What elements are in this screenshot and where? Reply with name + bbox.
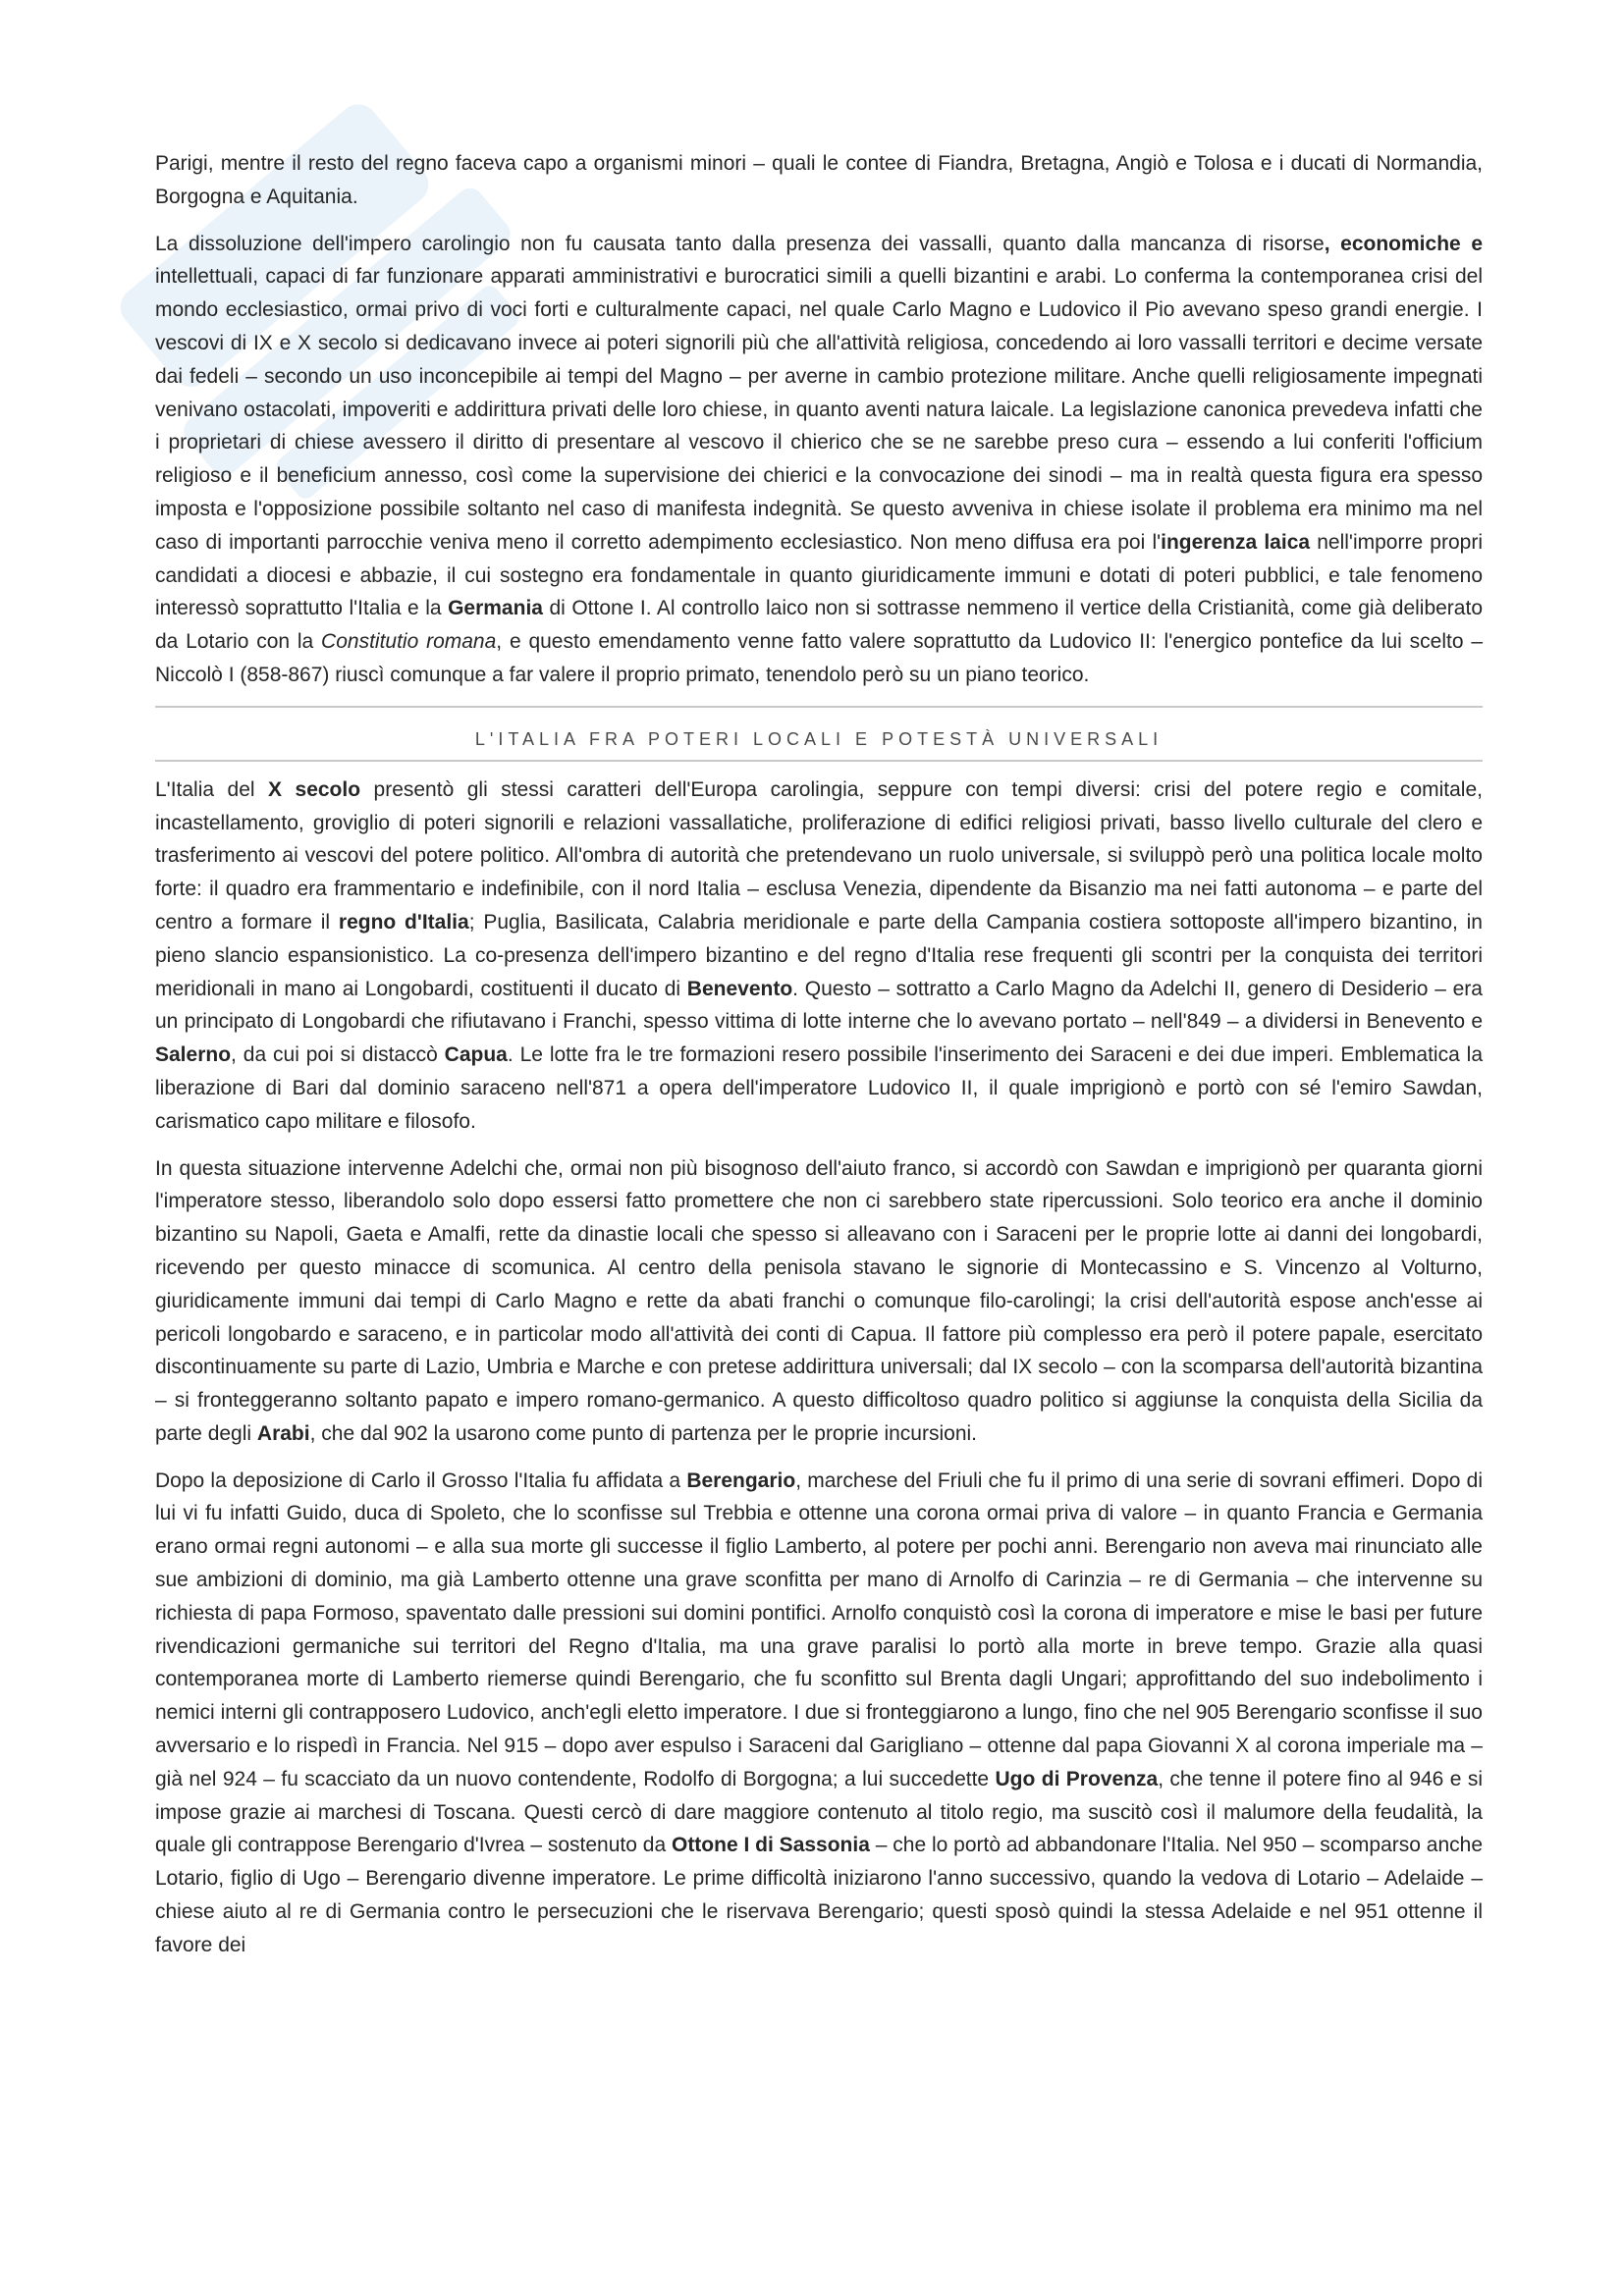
paragraph-dissoluzione: La dissoluzione dell'impero carolingio non fu causata tanto dalla presenza dei vassalli, quanto dalla mancanza di risorse, economiche e intellettuali, capaci di far funzionare apparati amministrativi e burocratici simili a quelli bizantini e arabi. Lo conferma la contemporanea crisi del mondo ecclesiastico, ormai privo di voci forti e culturalmente capaci, nel quale Carlo Magno e Ludovico il Pio avevano speso grandi energie. I vescovi di IX e X secolo si dedicavano invece ai poteri signorili più che all'attività religiosa, concedendo ai loro vassalli territori e decime versate dai fedeli – secondo un uso inconcepibile ai tempi del Magno – per averne in cambio protezione militare. Anche quelli religiosamente impegnati venivano ostacolati, impoveriti e addirittura privati delle loro chiese, in quanto aventi natura laicale. La legislazione canonica prevedeva infatti che i proprietari di chiese avessero il diritto di presentare al vescovo il chierico che se ne sarebbe preso cura – essendo a lui conferiti l'officium religioso e il beneficium annesso, così come la supervisione dei chierici e la convocazione dei sinodi – ma in realtà questa figura era spesso imposta e l'opposizione possibile soltanto nel caso di manifesta indegnità. Se questo avveniva in chiese isolate il problema era minimo ma nel caso di importanti parrocchie veniva meno il corretto adempimento ecclesiastico. Non meno diffusa era poi l'ingerenza laica nell'imporre propri candidati a diocesi e abbazie, il cui sostegno era fondamentale in quanto giuridicamente immuni e dotati di poteri pubblici, e tale fenomeno interessò soprattutto l'Italia e la Germania di Ottone I. Al controllo laico non si sottrasse nemmeno il vertice della Cristianità, come già deliberato da Lotario con la Constitutio romana, e questo emendamento venne fatto valere soprattutto da Ludovico II: l'energico pontefice da lui scelto – Niccolò I (858-867) riuscì comunque a far valere il proprio primato, tenendolo però su un piano teorico. (155, 232, 1484, 686)
document-page (155, 147, 1483, 1976)
paragraph-intro: Parigi, mentre il resto del regno faceva capo a organismi minori – quali le contee di Fiandra, Bretagna, Angiò e Tolosa e i ducati di Normandia, Borgogna e Aquitania. (155, 152, 1483, 208)
paragraph-berengario: Dopo la deposizione di Carlo il Grosso l'Italia fu affidata a Berengario, marchese del Friuli che fu il primo di una serie di sovrani effimeri. Dopo di lui vi fu infatti Guido, duca di Spoleto, che lo sconfisse sul Trebbia e ottenne una corona ormai priva di valore – in quanto Francia e Germania erano ormai regni autonomi – e alla sua morte gli successe il figlio Lamberto, al potere per pochi anni. Berengario non aveva mai rinunciato alle sue ambizioni di dominio, ma già Lamberto ottenne una grave sconfitta per mano di Arnolfo di Carinzia – re di Germania – che intervenne su richiesta di papa Formoso, spaventato dalle pressioni sui domini pontifici. Arnolfo conquistò così la corona di imperatore e mise le basi per future rivendicazioni germaniche sui territori del Regno d'Italia, ma una grave paralisi lo portò alla morte in breve tempo. Grazie alla quasi contemporanea morte di Lamberto riemerse quindi Berengario, che fu sconfitto sul Brenta dagli Ungari; approfittando del suo indebolimento i nemici interni gli contrapposero Ludovico, anch'egli eletto imperatore. I due si fronteggiarono a lungo, fino che nel 905 Berengario sconfisse il suo avversario e lo rispedì in Francia. Nel 915 – dopo aver espulso i Saraceni dal Garigliano – ottenne dal papa Giovanni X al corona imperiale ma – già nel 924 – fu scacciato da un nuovo contendente, Rodolfo di Borgogna; a lui succedette Ugo di Provenza, che tenne il potere fino al 946 e si impose grazie ai marchesi di Toscana. Questi cercò di dare maggiore contenuto al titolo regio, ma suscitò così il malumore della feudalità, la quale gli contrappose Berengario d'Ivrea – sostenuto da Ottone I di Sassonia – che lo portò ad abbandonare l'Italia. Nel 950 – scomparso anche Lotario, figlio di Ugo – Berengario divenne imperatore. Le prime difficoltà iniziarono l'anno successivo, quando la vedova di Lotario – Adelaide – chiese aiuto al re di Germania contro le persecuzioni che le riservava Berengario; questi sposò quindi la stessa Adelaide e nel 951 ottenne il favore dei (155, 1468, 1484, 1956)
section-divider (155, 706, 1483, 708)
section-heading: L'ITALIA FRA POTERI LOCALI E POTESTÀ UNIVERSALI (155, 729, 1483, 762)
paragraph-italia-x-secolo: L'Italia del X secolo presentò gli stessi caratteri dell'Europa carolingia, seppure con tempi diversi: crisi del potere regio e comitale, incastellamento, groviglio di poteri signorili e relazioni vassallatiche, proliferazione di edifici religiosi privati, basso livello culturale del clero e trasferimento ai vescovi del potere politico. All'ombra di autorità che pretendevano un ruolo universale, si sviluppò però una politica locale molto forte: il quadro era frammentario e indefinibile, con il nord Italia – esclusa Venezia, dipendente da Bisanzio ma nei fatti autonoma – e parte del centro a formare il regno d'Italia; Puglia, Basilicata, Calabria meridionale e parte della Campania costiera sottoposte all'impero bizantino, in pieno slancio espansionistico. La co-presenza dell'impero bizantino e del regno d'Italia rese frequenti gli scontri per la conquista dei territori meridionali in mano ai Longobardi, costituenti il ducato di Benevento. Questo – sottratto a Carlo Magno da Adelchi II, genero di Desiderio – era un principato di Longobardi che rifiutavano i Franchi, spesso vittima di lotte interne che lo avevano portato – nell'849 – a dividersi in Benevento e Salerno, da cui poi si distaccò Capua. Le lotte fra le tre formazioni resero possibile l'inserimento dei Saraceni e dei due imperi. Emblematica la liberazione di Bari dal dominio saraceno nell'871 a opera dell'imperatore Ludovico II, il quale imprigionò e portò con sé l'emiro Sawdan, carismatico capo militare e filosofo. (155, 777, 1484, 1133)
paragraph-adelchi: In questa situazione intervenne Adelchi che, ormai non più bisognoso dell'aiuto franco, si accordò con Sawdan e imprigionò per quaranta giorni l'imperatore stesso, liberandolo solo dopo essersi fatto promettere che non ci sarebbero state ripercussioni. Solo teorico era anche il dominio bizantino su Napoli, Gaeta e Amalfi, rette da dinastie locali che spesso si alleavano con i Saraceni per le proprie lotte ai danni dei longobardi, ricevendo per questo minacce di scomunica. Al centro della penisola stavano le signorie di Montecassino e S. Vincenzo al Volturno, giuridicamente immuni dai tempi di Carlo Magno e rette da abati franchi o comunque filo-carolingi; la crisi dell'autorità espose anch'esse ai pericoli longobardo e saraceno, e in particolar modo all'attività dei conti di Capua. Il fattore più complesso era però il potere papale, esercitato discontinuamente su parte di Lazio, Umbria e Marche e con pretese addirittura universali; dal IX secolo – con la scomparsa dell'autorità bizantina – si fronteggeranno soltanto papato e impero romano-germanico. A questo difficoltoso quadro politico si aggiunse la conquista della Sicilia da parte degli Arabi, che dal 902 la usarono come punto di partenza per le proprie incursioni. (155, 1156, 1483, 1445)
